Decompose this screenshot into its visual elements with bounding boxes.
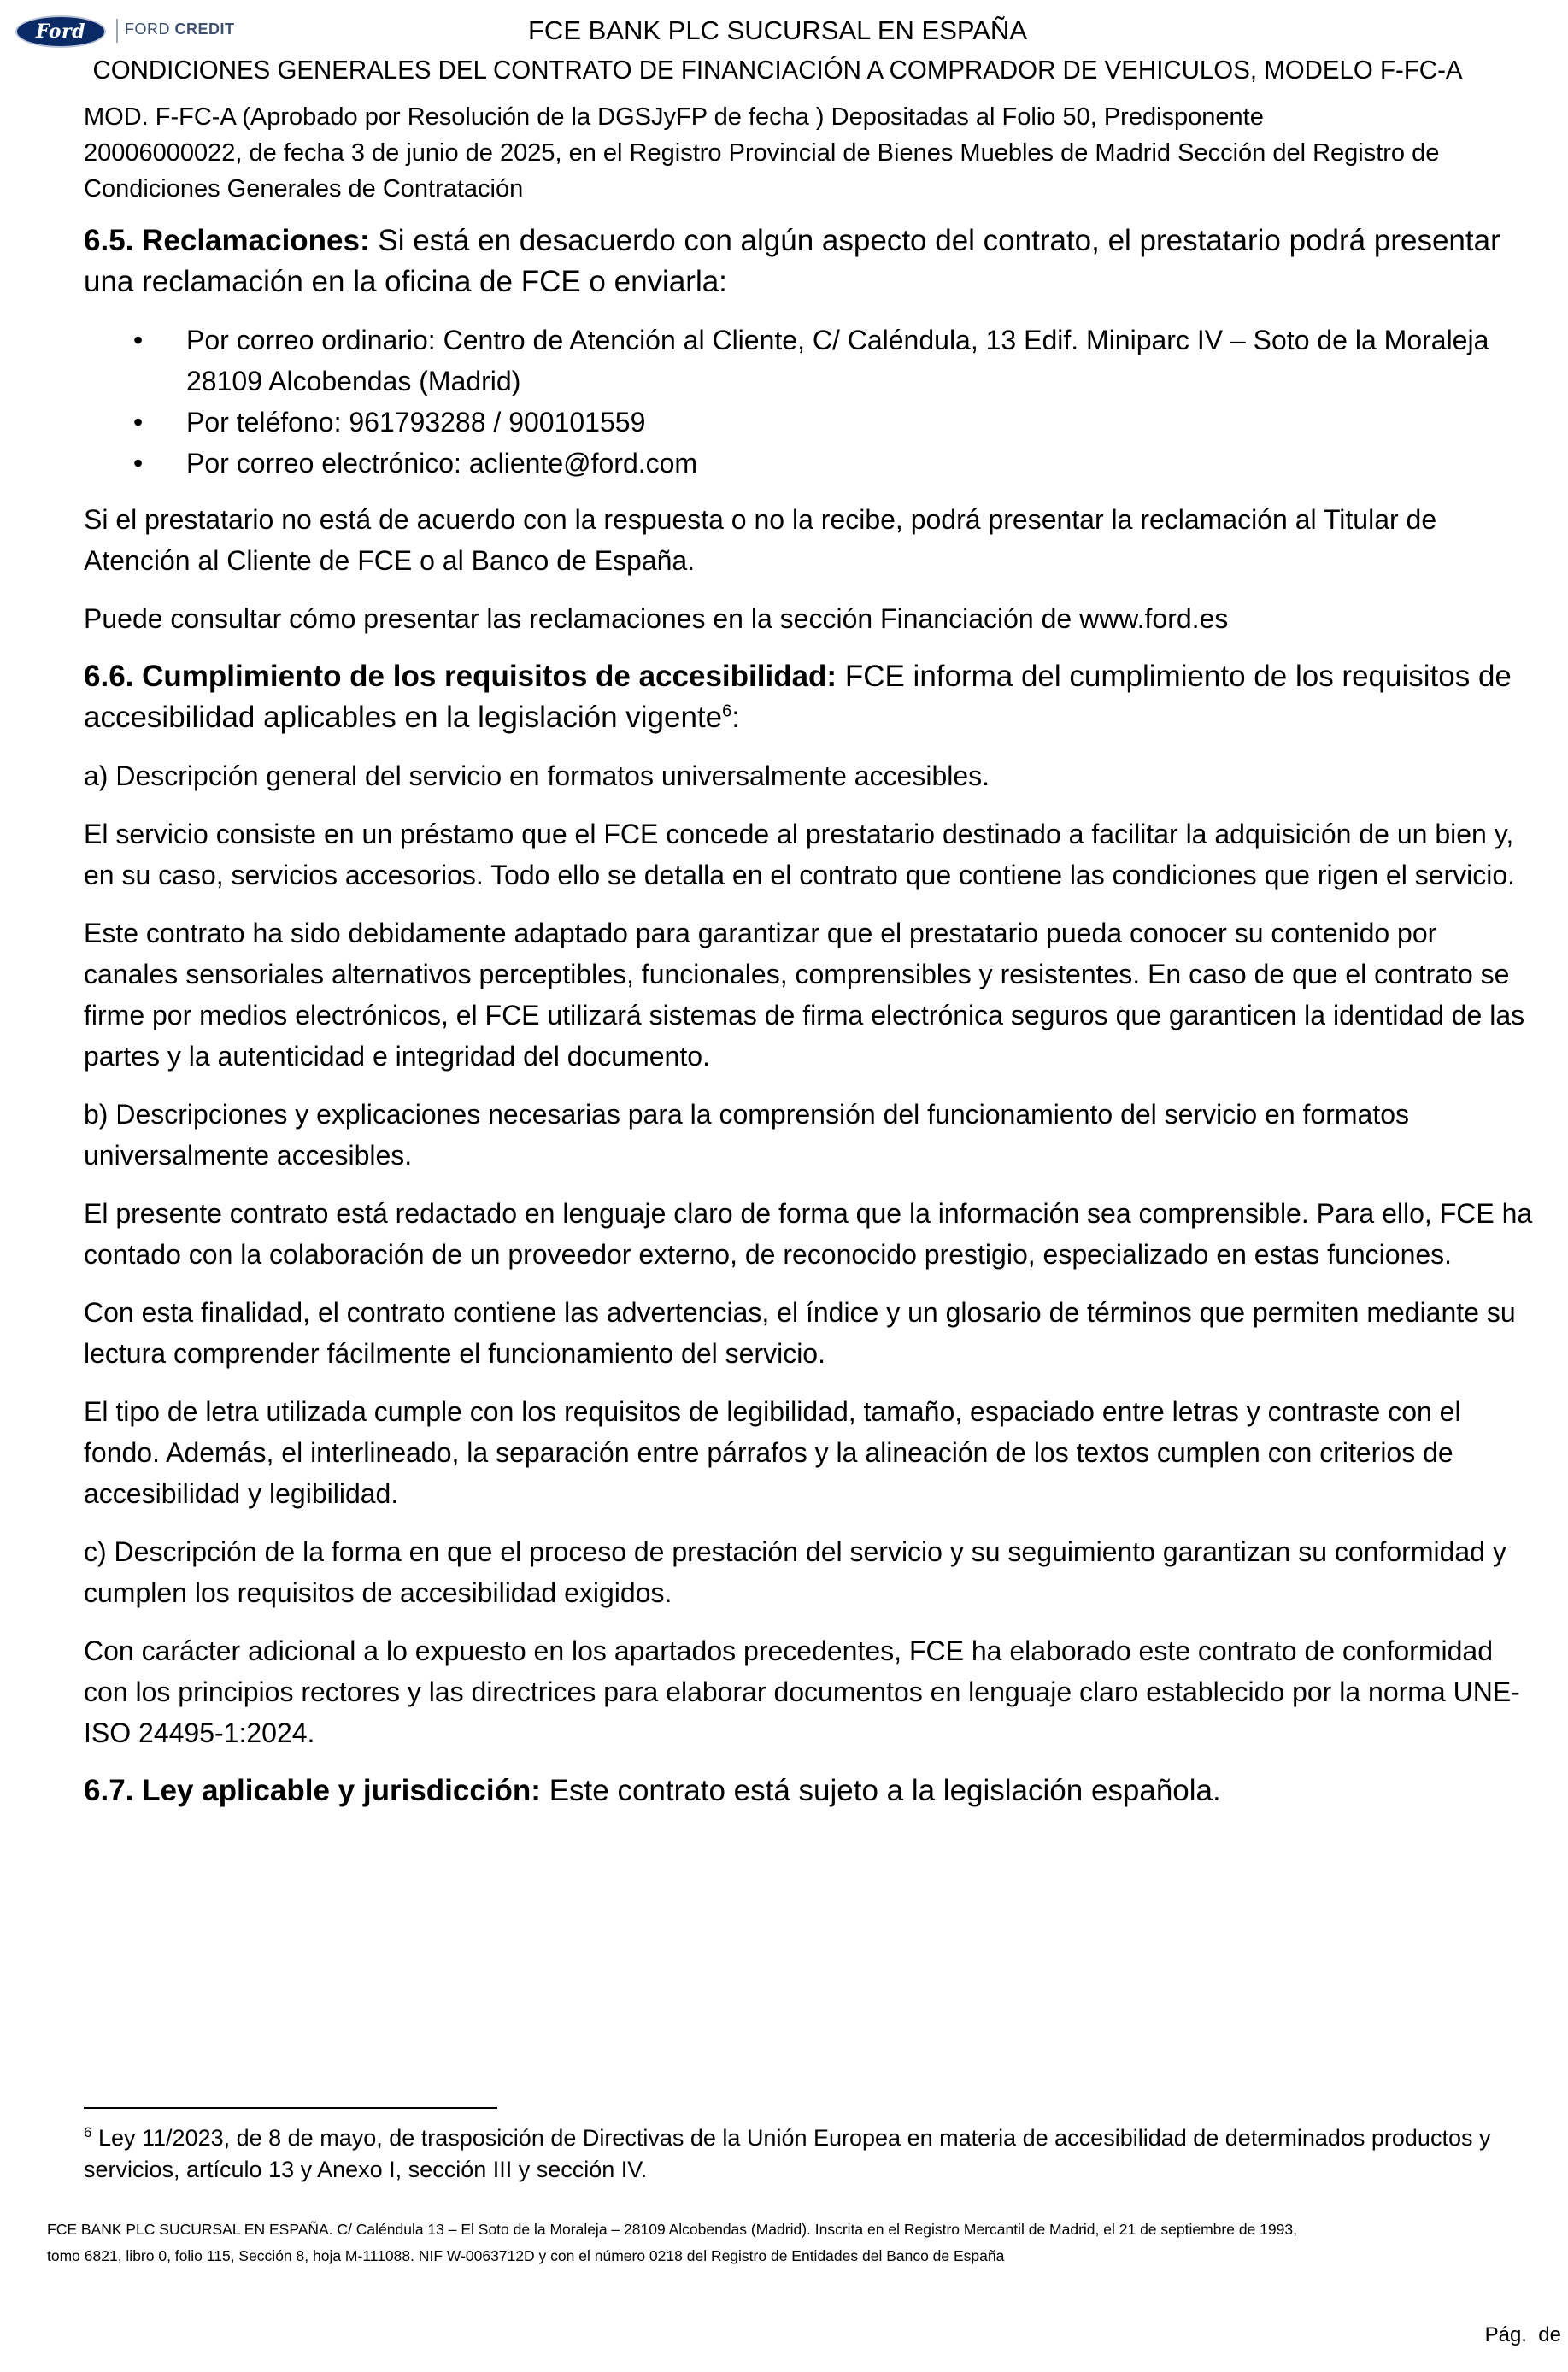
- list-item: • Por correo electrónico: acliente@ford.com: [84, 443, 1536, 484]
- section-intro: Si está en desacuerdo con algún aspecto del contrato, el prestatario podrá presentar una reclamación en la oficina de FCE o enviarla:: [84, 224, 1500, 298]
- section-intro: FCE informa del cumplimiento de los requisitos de accesibilidad aplicables en la legislación vigente: [84, 660, 1512, 734]
- footnote-mark: 6: [84, 2124, 92, 2140]
- section-number: 6.6.: [84, 660, 134, 693]
- footnote-divider: [84, 2107, 497, 2109]
- section-6-7: [84, 1770, 1536, 1811]
- paragraph: Con carácter adicional a lo expuesto en los apartados precedentes, FCE ha elaborado este contrato de conformidad con los principios rectores y las directrices para elaborar documentos en lenguaje claro establecido por la norma UNE-ISO 24495-1:2024.: [84, 1635, 1520, 1748]
- header-title: FCE BANK PLC SUCURSAL EN ESPAÑA: [528, 15, 1027, 45]
- mod-line: MOD. F-FC-A (Aprobado por Resolución de la DGSJyFP de fecha ) Depositadas al Folio 50, Predisponente: [84, 103, 1264, 131]
- page-footer: [47, 2216, 1551, 2269]
- brand-prefix: FORD: [125, 21, 170, 38]
- paragraph: El servicio consiste en un préstamo que el FCE concede al prestatario destinado a facilitar la adquisición de un bien y, en su caso, servicios accesorios. Todo ello se detalla en el contrato que contiene las condiciones que rigen el servicio.: [84, 819, 1516, 890]
- footer-line: tomo 6821, libro 0, folio 115, Sección 8, hoja M-111088. NIF W-0063712D y con el número 0218 del Registro de Entidades del Banco de España: [47, 2247, 1005, 2264]
- section-text: Este contrato está sujeto a la legislación española.: [549, 1774, 1221, 1807]
- paragraph: El tipo de letra utilizada cumple con los requisitos de legibilidad, tamaño, espaciado entre letras y contraste con el fondo. Además, el interlineado, la separación entre párrafos y la alineación de los textos cumplen con criterios de accesibilidad y legibilidad.: [84, 1396, 1461, 1509]
- list-item: • Por correo ordinario: Centro de Atención al Cliente, C/ Caléndula, 13 Edif. Miniparc IV – Soto de la Moraleja 28109 Alcobendas (Madrid): [84, 320, 1536, 402]
- mod-line: 20006000022, de fecha 3 de junio de 2025, en el Registro Provincial de Bienes Muebles de Madrid Sección del Registro de: [84, 139, 1440, 167]
- footer-line: FCE BANK PLC SUCURSAL EN ESPAÑA. C/ Caléndula 13 – El Soto de la Moraleja – 28109 Alcobendas (Madrid). Inscrita en el Registro Mercantil de Madrid, el 21 de septiembre de 1993,: [47, 2221, 1297, 2238]
- footnote-text: Ley 11/2023, de 8 de mayo, de trasposición de Directivas de la Unión Europea en materia de accesibilidad de determinados productos y servicios, artículo 13 y Anexo I, sección III y sección IV.: [84, 2125, 1491, 2182]
- section-intro-end: :: [731, 701, 740, 734]
- paragraph: Con esta finalidad, el contrato contiene las advertencias, el índice y un glosario de términos que permiten mediante su lectura comprender fácilmente el funcionamiento del servicio.: [84, 1297, 1516, 1369]
- document-body: [84, 220, 1536, 1829]
- complaint-channels-list: [84, 320, 1536, 484]
- paragraph: Puede consultar cómo presentar las reclamaciones en la sección Financiación de www.ford.es: [84, 603, 1229, 634]
- paragraph: Si el prestatario no está de acuerdo con la respuesta o no la recibe, podrá presentar la reclamación al Titular de Atención al Cliente de FCE o al Banco de España.: [84, 504, 1437, 576]
- section-number: 6.5.: [84, 224, 134, 257]
- model-approval-note: [84, 99, 1519, 207]
- subsection-a: a) Descripción general del servicio en formatos universalmente accesibles.: [84, 760, 990, 791]
- section-number: 6.7.: [84, 1774, 134, 1807]
- section-title: Cumplimiento de los requisitos de accesibilidad:: [142, 660, 837, 693]
- section-title: Reclamaciones:: [142, 224, 370, 257]
- paragraph: Este contrato ha sido debidamente adaptado para garantizar que el prestatario pueda conocer su contenido por canales sensoriales alternativos perceptibles, funcionales, comprensibles y resistentes. En caso de que el contrato se firme por medios electrónicos, el FCE utilizará sistemas de firma electrónica seguros que garanticen la identidad de las partes y la autenticidad e integridad del documento.: [84, 918, 1525, 1072]
- subsection-b: b) Descripciones y explicaciones necesarias para la comprensión del funcionamiento del servicio en formatos universalmente accesibles.: [84, 1099, 1409, 1171]
- page-number: Pág. de: [1484, 2323, 1561, 2346]
- section-6-6: [84, 656, 1536, 738]
- logo-text: Ford: [35, 21, 86, 43]
- brand-suffix: CREDIT: [174, 21, 235, 38]
- paragraph: El presente contrato está redactado en lenguaje claro de forma que la información sea comprensible. Para ello, FCE ha contado con la colaboración de un proveedor externo, de reconocido prestigio, especializado en estas funciones.: [84, 1198, 1533, 1270]
- list-item: • Por teléfono: 961793288 / 900101559: [84, 402, 1536, 443]
- mod-line: Condiciones Generales de Contratación: [84, 175, 524, 203]
- subsection-c: c) Descripción de la forma en que el proceso de prestación del servicio y su seguimiento garantizan su conformidad y cumplen los requisitos de accesibilidad exigidos.: [84, 1536, 1506, 1608]
- section-title: Ley aplicable y jurisdicción:: [142, 1774, 541, 1807]
- footnote: [84, 2122, 1536, 2186]
- footnote-ref: 6: [722, 702, 732, 721]
- header-subtitle: CONDICIONES GENERALES DEL CONTRATO DE FINANCIACIÓN A COMPRADOR DE VEHICULOS, MODELO F-FC-A: [92, 55, 1463, 85]
- section-6-5: [84, 220, 1536, 302]
